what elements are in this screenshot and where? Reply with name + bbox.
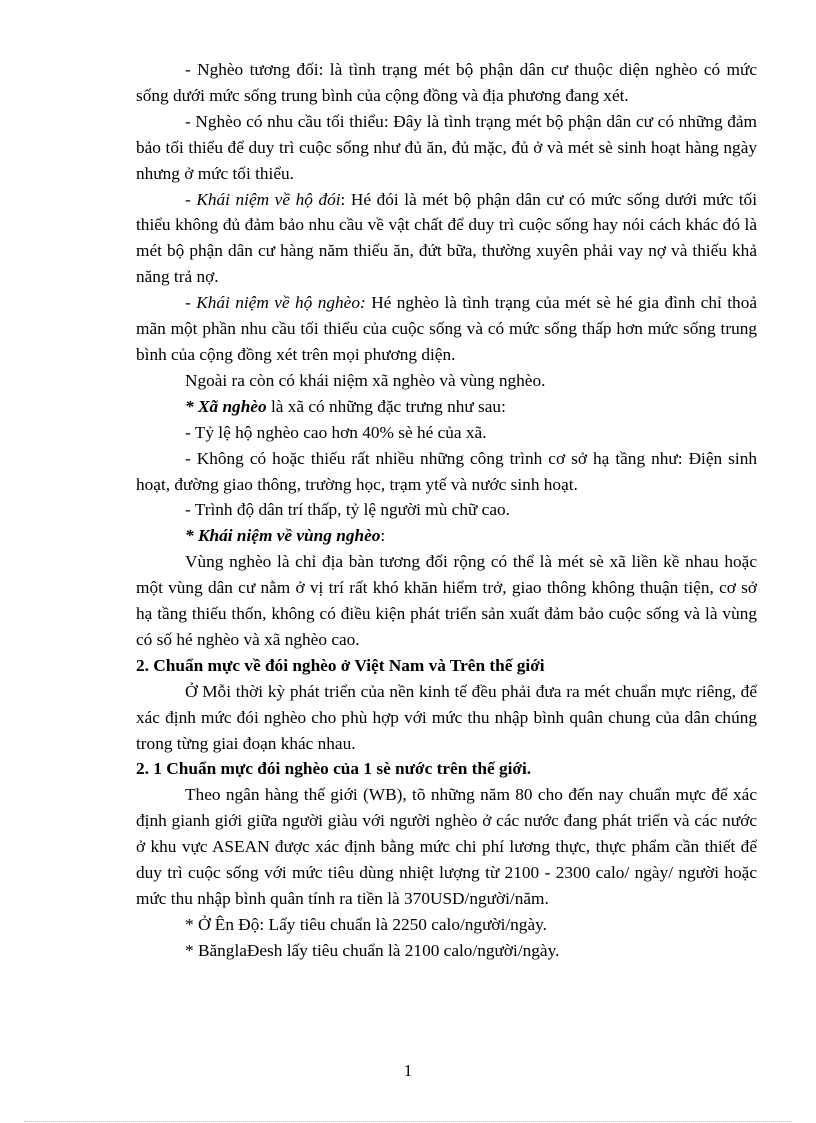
document-page [136, 57, 757, 964]
list-item-infrastructure: - Không có hoặc thiếu rất nhiều những công trình cơ sở hạ tầng như: Điện sinh hoạt, đường giao thông, trường học, trạm ytế và nước sinh hoạt. [136, 448, 757, 494]
term-hungry-household: - Khái niệm về hộ đói [185, 189, 341, 209]
definition-poor-commune: là xã có những đặc trưng như sau: [266, 396, 506, 416]
paragraph-minimum-needs-poverty: - Nghèo có nhu cầu tối thiểu: Đây là tình trạng mét bộ phận dân cư có những đảm bảo tối thiểu để duy trì cuộc sống như đủ ăn, đủ mặc, đủ ở và mét sè sinh hoạt hàng ngày nhưng ở mức tối thiểu. [136, 111, 757, 183]
list-item-india: * Ở Ên Độ: Lấy tiêu chuẩn là 2250 calo/người/ngày. [185, 914, 547, 934]
paragraph-poor-region: Vùng nghèo là chỉ địa bàn tương đối rộng có thể là mét sè xã liền kề nhau hoặc một vùng dân cư nằm ở vị trí rất khó khăn hiểm trở, giao thông không thuận tiện, cơ sở hạ tầng thiếu thốn, không có điều kiện phát triển sản xuất đảm bảo cuộc sống và là vùng có số hé nghèo và xã nghèo cao. [136, 552, 757, 649]
term-poor-region: * Khái niệm về vùng nghèo [185, 526, 381, 546]
paragraph-poor-household [136, 290, 757, 368]
list-item-bangladesh: * BănglaĐesh lấy tiêu chuẩn là 2100 calo/người/ngày. [185, 940, 560, 960]
list-item-poor-rate: - Tỷ lệ hộ nghèo cao hơn 40% sè hé của xã. [185, 422, 487, 442]
paragraph-hungry-household [136, 187, 757, 291]
paragraph-relative-poverty: - Nghèo tương đối: là tình trạng mét bộ phận dân cư thuộc diện nghèo có mức sống dưới mức sống trung bình của cộng đồng và địa phương đang xét. [136, 60, 757, 105]
paragraph-world-bank: Theo ngân hàng thế giới (WB), tõ những năm 80 cho đến nay chuẩn mực để xác định gianh giới giữa người giàu với người nghèo ở các nước đang phát triển và các nước ở khu vực ASEAN được xác định bằng mức chi phí lương thực, thực phẩm cần thiết để duy trì cuộc sống với mức tiêu dùng nhiệt lượng từ 2100 - 2300 calo/ ngày/ người hoặc mức thu nhập bình quân tính ra tiền là 370USD/người/năm. [136, 785, 757, 908]
term-poor-commune: * Xã nghèo [185, 396, 267, 416]
section-heading-2: 2. Chuẩn mực về đói nghèo ở Việt Nam và Trên thế giới [136, 655, 545, 675]
page-number: 1 [403, 1061, 413, 1080]
definition-hungry-household: : Hé đói là mét bộ phận dân cư có mức sống dưới mức tối thiểu không đủ đảm bảo nhu cầu về vật chất để duy trì cuộc sống hay nói cách khác đó là mét bộ phận dân cư hàng năm thiếu ăn, đứt bữa, thường xuyên phải vay nợ và thiếu khả năng trả nợ. [136, 189, 757, 287]
colon: : [380, 526, 386, 546]
section-heading-2-1: 2. 1 Chuẩn mực đói nghèo của 1 sè nước trên thế giới. [136, 759, 532, 779]
definition-poor-household: Hé nghèo là tình trạng của mét sè hé gia đình chỉ thoả mãn một phần nhu cầu tối thiểu của cuộc sống và có mức sống thấp hơn mức sống trung bình của cộng đồng xét trên mọi phương diện. [136, 293, 758, 364]
list-item-education: - Trình độ dân trí thấp, tỷ lệ người mù chữ cao. [185, 500, 510, 520]
paragraph-standards-intro: Ở Mỗi thời kỳ phát triển của nền kinh tế đều phải đưa ra mét chuẩn mực riêng, để xác định mức đói nghèo cho phù hợp với mức thu nhập bình quân chung của dân chúng trong từng giai đoạn khác nhau. [136, 681, 757, 753]
paragraph-poor-region-heading [136, 523, 757, 549]
term-poor-household: - Khái niệm về hộ nghèo: [185, 293, 366, 313]
paragraph-intro-poor-commune: Ngoài ra còn có khái niệm xã nghèo và vùng nghèo. [185, 370, 546, 390]
page-bottom-divider [24, 1121, 792, 1122]
paragraph-poor-commune [136, 394, 757, 420]
